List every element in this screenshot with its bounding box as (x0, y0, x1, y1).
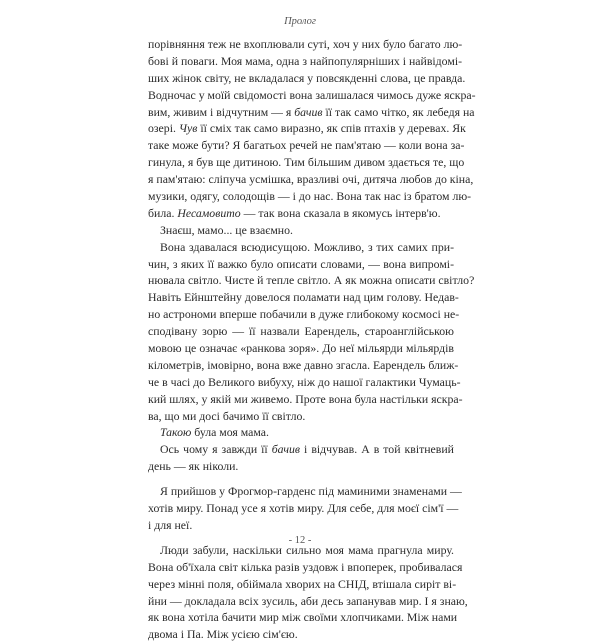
page-number: - 12 - (288, 535, 312, 546)
text-line: чин, з яких її важко було описати словами, — вона випромі- (148, 256, 454, 271)
text-line: через мінні поля, обіймала хворих на СНІД, втішала сиріт ві- (148, 576, 457, 591)
text-line: сподівану зорю — її назвали Еарендель, староанглійською (148, 324, 454, 339)
text-line: нювала світло. Чисте й тепле світло. А як можна описати світло? (148, 273, 475, 288)
text-line: била. Несамовито — так вона сказала в якомусь інтерв'ю. (148, 205, 441, 220)
text-line: Люди забули, наскільки сильно моя мама прагнула миру. (160, 542, 454, 557)
text-line: порівняння теж не вхоплювали суті, хоч у них було багато лю- (148, 37, 463, 51)
text-line: музики, одягу, солодощів — і до нас. Вона так нас із братом лю- (148, 189, 472, 204)
text-line: Я прийшов у Фрогмор-гарденс під маминими знаменами — (160, 484, 462, 499)
text-line: но астрономи вперше побачили в дуже глибокому космосі не- (148, 307, 460, 322)
text-line: Водночас у моїй свідомості вона залишалася чимось дуже яскра- (148, 87, 476, 102)
text-line: як вона хотіла бачити мир між своїми хлопчиками. Між нами (148, 610, 458, 625)
text-line: йни — докладала всіх зусиль, аби десь запанував мир. І я знаю, (148, 593, 468, 608)
text-line: мовою це означає «ранкова зоря». До неї мільярди мільярдів (148, 341, 454, 356)
text-line: Вона об'їхала світ кілька разів уздовж і впоперек, пробивалася (148, 559, 463, 574)
running-header: Пролог (284, 16, 316, 27)
text-line: кілометрів, імовірно, вона вже давно згасла. Еарендель ближ- (148, 357, 459, 372)
text-line: Навіть Ейнштейну довелося поламати над цим голову. Недав- (148, 290, 459, 305)
text-line: двома і Па. Між усією сім'єю. (148, 627, 298, 642)
text-line: Вона здавалася всюдисущою. Можливо, з тих самих при- (160, 239, 454, 254)
text-line: день — як ніколи. (148, 459, 239, 474)
text-line: і для неї. (148, 517, 193, 532)
text-line: Знаєш, мамо... це взаємно. (160, 222, 293, 237)
text-line: озері. Чув її сміх так само виразно, як спів птахів у деревах. Як (148, 121, 466, 136)
text-line: кий шлях, у якій ми живемо. Проте вона була настільки яскра- (148, 391, 463, 406)
text-line: я пам'ятаю: сліпуча усмішка, вразливі очі, дитяча любов до кіна, (148, 172, 474, 187)
text-line: бові й поваги. Моя мама, одна з найпопулярніших і найвідомі- (148, 53, 463, 68)
text-line: вим, живим і відчутним — я бачив її так само чітко, як лебедя на (148, 104, 475, 119)
text-line: ва, що ми досі бачимо її світло. (148, 408, 306, 423)
body-text (148, 36, 476, 643)
text-line: хотів миру. Понад усе я хотів миру. Для себе, для моєї сім'ї — (148, 501, 459, 516)
text-line: Такою була моя мама. (160, 425, 269, 440)
text-line: Ось чому я завжди її бачив і відчував. А в той квітневий (160, 442, 454, 457)
text-line: гинула, я був ще дитиною. Тим більшим дивом здається те, що (148, 155, 465, 170)
text-line: ших жінок світу, не вкладалася у повсякденні слова, це правда. (148, 70, 466, 85)
text-line: таке може бути? Я багатьох речей не пам'ятаю — коли вона за- (148, 138, 465, 153)
text-line: че в часі до Великого вибуху, ніж до нашої галактики Чумаць- (148, 374, 461, 389)
